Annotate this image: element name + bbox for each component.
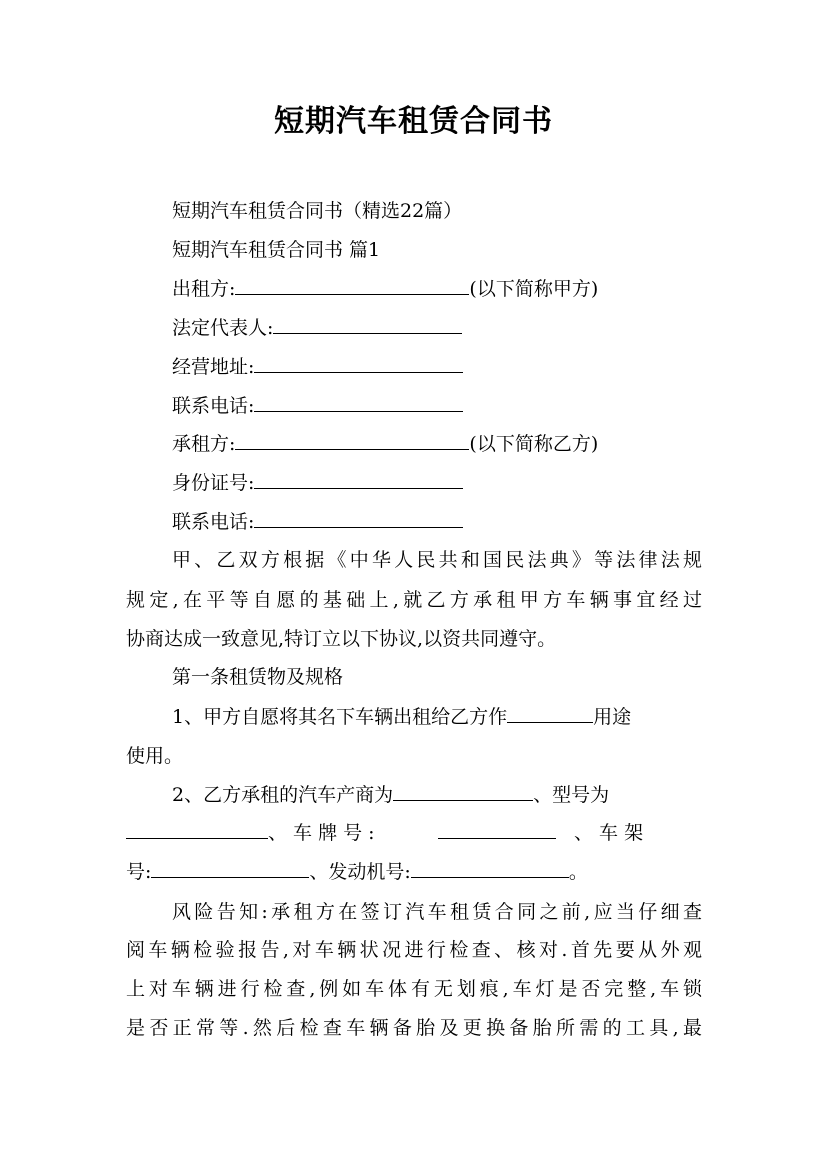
phone2-blank <box>254 509 463 528</box>
lessor-blank <box>235 276 469 295</box>
phone1-field <box>172 393 463 419</box>
article1-item1-line2: 使用。 <box>126 745 184 767</box>
lessor-suffix: (以下简称甲方) <box>469 278 599 300</box>
article1-item2-line1 <box>172 782 609 808</box>
phone2-label: 联系电话: <box>172 511 255 533</box>
item2-plate: 、 车 牌 号 : <box>268 822 375 844</box>
manufacturer-blank <box>393 782 533 801</box>
document-subtitle: 短期汽车租赁合同书（精选22篇） <box>172 200 463 222</box>
address-label: 经营地址: <box>172 356 255 378</box>
item2-frame: 、 车 架 <box>574 822 644 844</box>
article1-item1 <box>172 704 702 730</box>
address-field <box>172 354 463 380</box>
frame-blank <box>151 859 309 878</box>
risk-line-1: 风险告知:承租方在签订汽车租赁合同之前,应当仔细查 <box>172 901 702 923</box>
risk-line-3: 上对车辆进行检查,例如车体有无划痕,车灯是否完整,车锁 <box>126 978 702 1000</box>
article1-item2-line3 <box>126 859 588 885</box>
risk-line-2: 阅车辆检验报告,对车辆状况进行检查、核对.首先要从外观 <box>126 939 702 961</box>
section-heading: 短期汽车租赁合同书 篇1 <box>172 239 381 261</box>
plate-blank <box>438 820 556 839</box>
lessor-field <box>172 276 598 302</box>
item2-end: 。 <box>568 861 588 883</box>
legal-rep-blank <box>273 315 462 334</box>
item1-blank <box>507 704 593 723</box>
engine-blank <box>411 859 569 878</box>
legal-rep-field <box>172 315 462 341</box>
lessee-suffix: (以下简称乙方) <box>469 433 599 455</box>
lessor-label: 出租方: <box>172 278 236 300</box>
lessee-field <box>172 431 598 457</box>
preamble-line-3: 协商达成一致意见,特订立以下协议,以资共同遵守。 <box>126 628 557 650</box>
id-blank <box>254 470 463 489</box>
model-blank <box>126 820 268 839</box>
item2-frame2: 号: <box>126 861 152 883</box>
document-title: 短期汽车租赁合同书 <box>274 104 553 139</box>
preamble-line-2: 规定,在平等自愿的基础上,就乙方承租甲方车辆事宜经过 <box>126 589 702 611</box>
legal-rep-label: 法定代表人: <box>172 317 274 339</box>
item2-prefix: 2、乙方承租的汽车产商为 <box>172 784 394 806</box>
address-blank <box>254 354 463 373</box>
item2-model: 、型号为 <box>533 784 610 806</box>
id-label: 身份证号: <box>172 472 255 494</box>
item1-text: 1、甲方自愿将其名下车辆出租给乙方作 <box>172 706 508 728</box>
article1-heading: 第一条租赁物及规格 <box>172 666 344 688</box>
lessee-blank <box>235 431 469 450</box>
lessee-label: 承租方: <box>172 433 236 455</box>
phone1-blank <box>254 393 463 412</box>
preamble-line-1: 甲、乙双方根据《中华人民共和国民法典》等法律法规 <box>172 549 702 571</box>
phone1-label: 联系电话: <box>172 395 255 417</box>
id-field <box>172 470 463 496</box>
phone2-field <box>172 509 463 535</box>
item2-engine: 、发动机号: <box>309 861 411 883</box>
item1-suffix: 用途 <box>593 706 632 728</box>
article1-item2-line2 <box>126 820 702 846</box>
risk-line-4: 是否正常等.然后检查车辆备胎及更换备胎所需的工具,最 <box>126 1017 702 1039</box>
